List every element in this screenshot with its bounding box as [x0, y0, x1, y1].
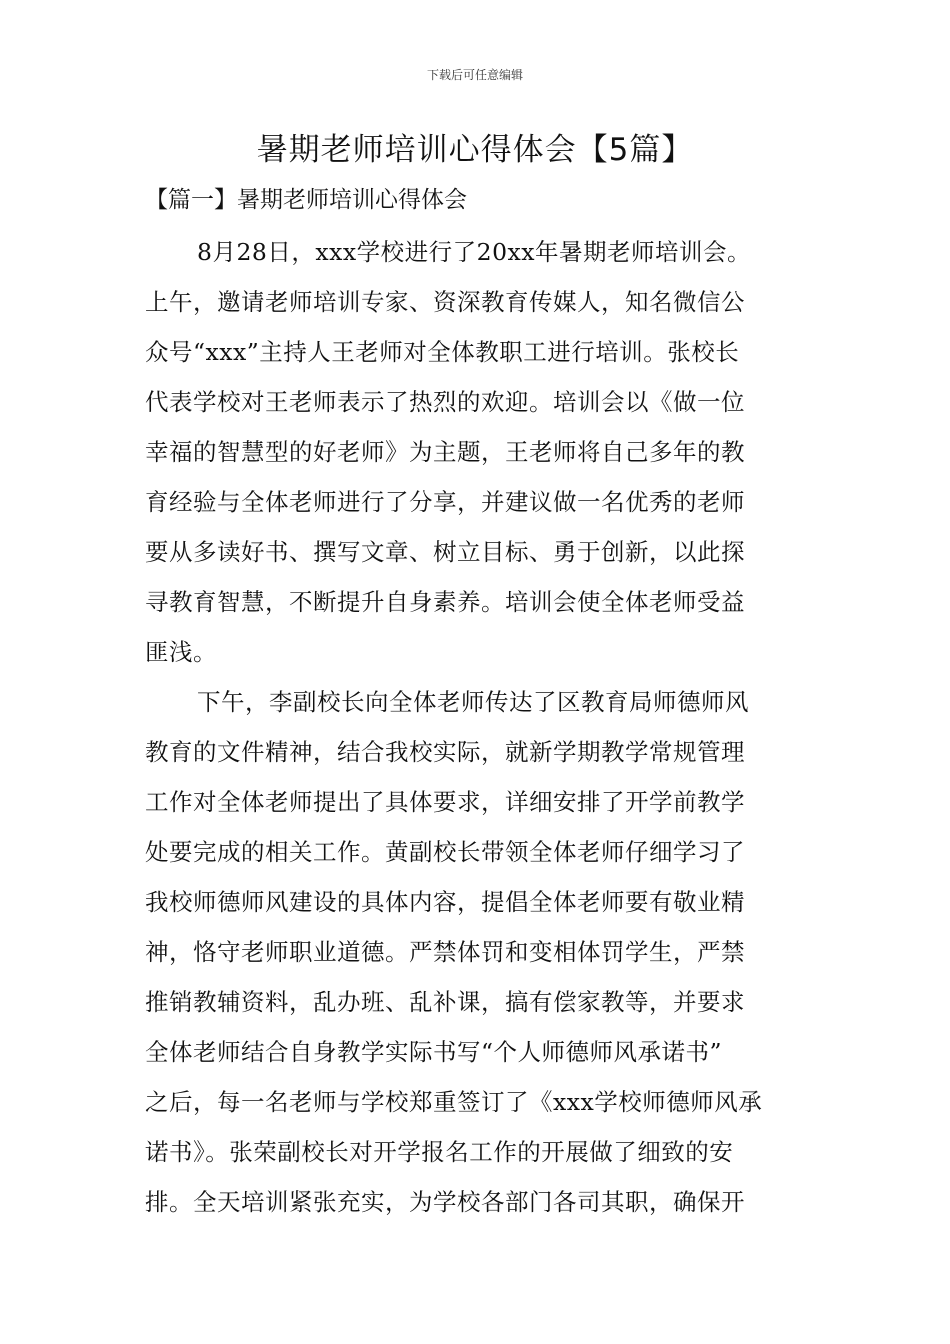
text-line: 全体老师结合自身教学实际书写“个人师德师风承诺书”	[145, 1038, 723, 1066]
text-line: 神，恪守老师职业道德。严禁体罚和变相体罚学生，严禁	[145, 938, 745, 966]
text-line: 我校师德师风建设的具体内容，提倡全体老师要有敬业精	[145, 888, 745, 916]
text-line: 下午，李副校长向全体老师传达了区教育局师德师风	[197, 688, 749, 716]
text-line: 育经验与全体老师进行了分享，并建议做一名优秀的老师	[145, 488, 745, 516]
document-title: 暑期老师培训心得体会【5篇】	[256, 132, 694, 168]
text-line: 8月28日，xxx学校进行了20xx年暑期老师培训会。	[197, 238, 752, 266]
header-note: 下载后可任意编辑	[426, 68, 523, 82]
text-line: 匪浅。	[145, 638, 217, 666]
text-line: 上午，邀请老师培训专家、资深教育传媒人，知名微信公	[145, 288, 745, 316]
section-heading: 【篇一】暑期老师培训心得体会	[145, 187, 467, 213]
text-line: 幸福的智慧型的好老师》为主题，王老师将自己多年的教	[145, 438, 745, 466]
text-line: 诺书》。张荣副校长对开学报名工作的开展做了细致的安	[145, 1138, 734, 1166]
text-line: 处要完成的相关工作。黄副校长带领全体老师仔细学习了	[145, 838, 745, 866]
text-line: 推销教辅资料，乱办班、乱补课，搞有偿家教等，并要求	[145, 988, 745, 1016]
text-line: 之后，每一名老师与学校郑重签订了《xxx学校师德师风承	[145, 1088, 763, 1116]
text-line: 工作对全体老师提出了具体要求，详细安排了开学前教学	[145, 788, 745, 816]
text-line: 排。全天培训紧张充实，为学校各部门各司其职，确保开	[145, 1188, 745, 1216]
text-line: 代表学校对王老师表示了热烈的欢迎。培训会以《做一位	[145, 388, 745, 416]
text-line: 众号“xxx”主持人王老师对全体教职工进行培训。张校长	[145, 338, 740, 366]
text-line: 教育的文件精神，结合我校实际，就新学期教学常规管理	[145, 738, 745, 766]
text-line: 寻教育智慧，不断提升自身素养。培训会使全体老师受益	[145, 588, 745, 616]
text-line: 要从多读好书、撰写文章、树立目标、勇于创新，以此探	[145, 538, 745, 566]
body-text	[145, 227, 810, 1227]
